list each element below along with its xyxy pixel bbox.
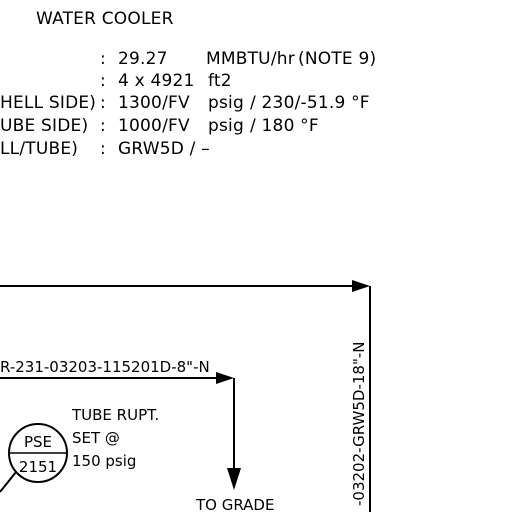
spec-unit: MMBTU/hr (206, 49, 295, 69)
spec-table (0, 49, 376, 159)
spec-value: 1000/FV (118, 116, 190, 136)
spec-value: GRW5D / – (118, 139, 210, 159)
spec-sep: : (100, 49, 106, 69)
instrument-connection (0, 472, 16, 492)
instrument-note-line1: TUBE RUPT. (72, 406, 160, 424)
spec-sep: : (100, 93, 106, 113)
flow-arrow-right-icon (216, 372, 234, 384)
spec-unit: ft2 (208, 71, 232, 91)
spec-note: / 230/-51.9 °F (250, 93, 370, 113)
spec-label: LL/TUBE) (0, 139, 79, 159)
instrument-note-line2: SET @ (72, 429, 120, 447)
spec-value: 29.27 (118, 49, 168, 69)
spec-note: (NOTE 9) (298, 49, 377, 69)
to-grade-label: TO GRADE (196, 496, 275, 512)
spec-sep: : (100, 116, 106, 136)
equipment-title: WATER COOLER (36, 9, 174, 29)
spec-sep: : (100, 139, 106, 159)
flow-arrow-down-icon (227, 468, 241, 490)
instrument-tag-bottom: 2151 (18, 458, 58, 476)
flow-arrow-right-icon (352, 280, 370, 292)
instrument-note-line3: 150 psig (72, 452, 137, 470)
instrument-tag-top: PSE (23, 433, 53, 451)
spec-label: UBE SIDE) (0, 116, 89, 136)
spec-unit: psig (208, 93, 244, 113)
spec-value: 4 x 4921 (118, 71, 195, 91)
spec-value: 1300/FV (118, 93, 190, 113)
spec-unit: psig (208, 116, 244, 136)
spec-label: HELL SIDE) (0, 93, 97, 113)
spec-note: / 180 °F (250, 116, 319, 136)
horizontal-line-label: R-231-03203-115201D-8"-N (0, 358, 210, 376)
vertical-line-label: -03202-GRW5D-18"-N (350, 341, 368, 506)
spec-sep: : (100, 71, 106, 91)
